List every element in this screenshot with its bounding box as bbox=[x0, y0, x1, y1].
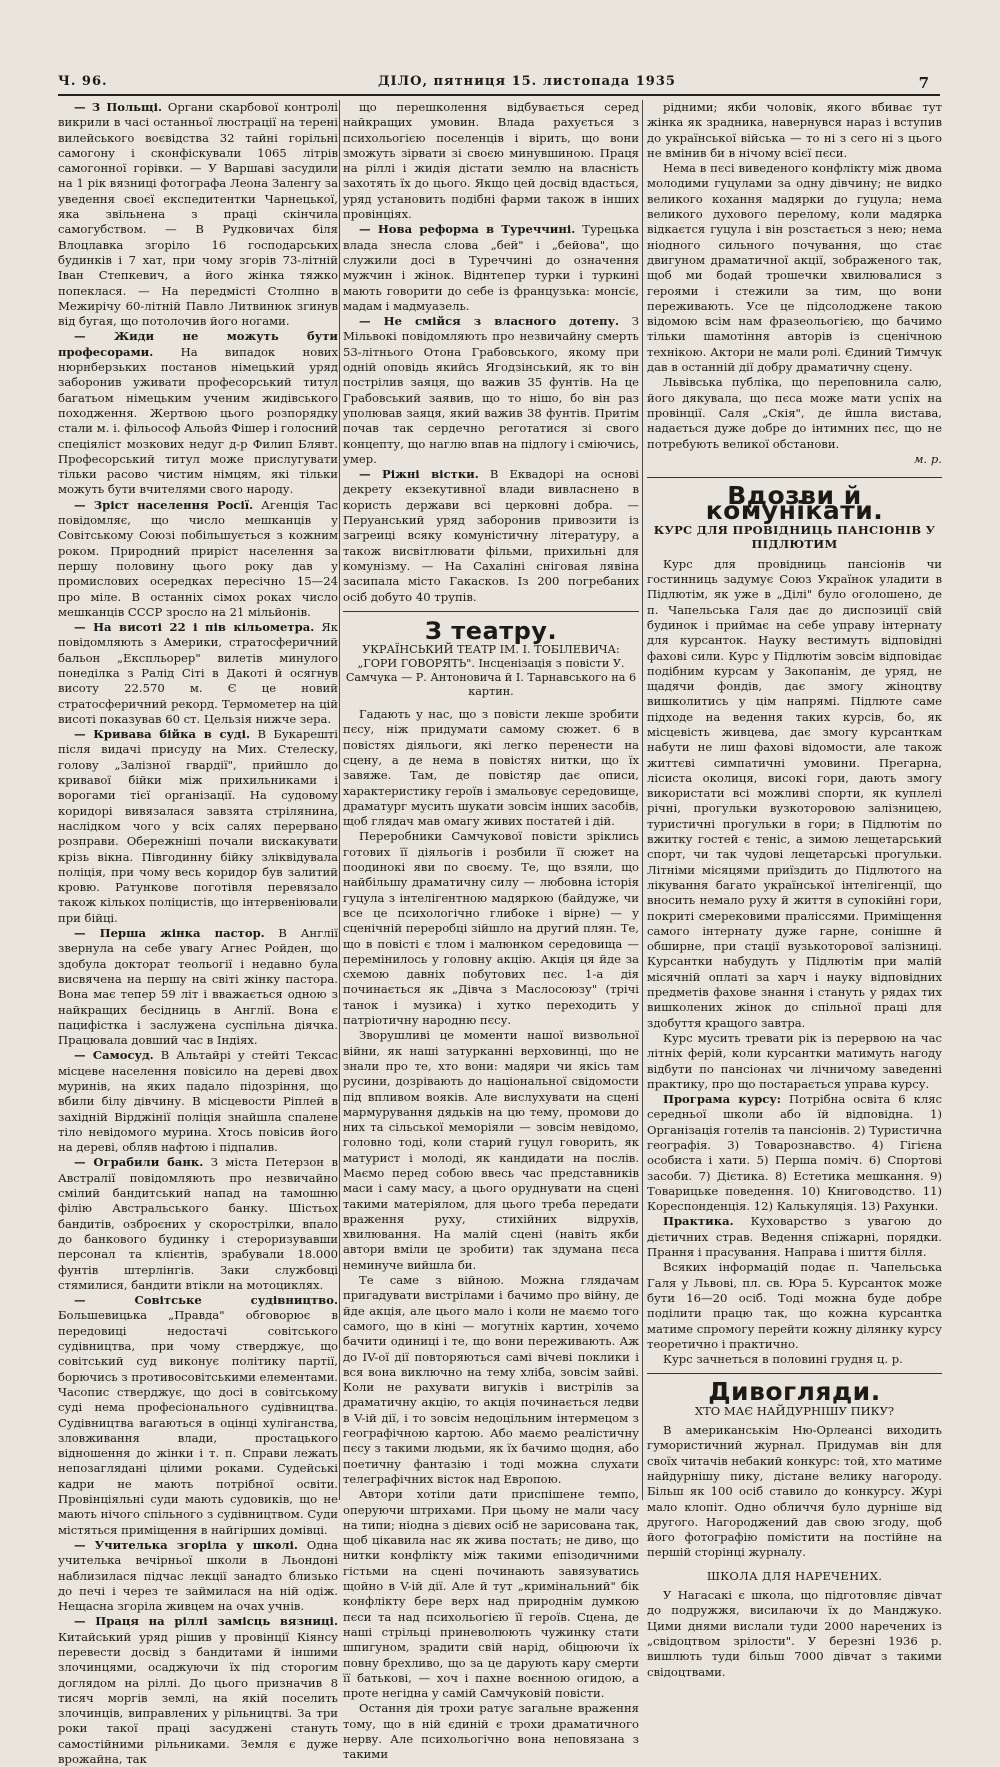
curiosity-heading: ШКОЛА ДЛЯ НАРЕЧЕНИХ. bbox=[706, 1568, 883, 1583]
column-divider bbox=[339, 100, 340, 1500]
section-title-curiosities: Дивогляди. bbox=[708, 1377, 881, 1407]
column-right bbox=[647, 100, 943, 1679]
notice-paragraph: Всяких інформацій подає п. Чапельська Галя у Львові, пл. св. Юра 5. Курсанток може бути 16—20 осіб. Тоді можна буде добре поділити працю так, що кожна курсантка матиме спромогу перейти кожну ділянку курсу теоретично і практично. bbox=[647, 1260, 942, 1351]
news-text: Як повідомляють з Америки, стратосферичний бальон „Експльорер" вилетів минулого понеділка з Ралід Сіті в Дакоті й осягнув висоту 22.570 м. Є це новий стратосферичний рекорд. Термометер на цій висоті показував 60 ст. Цельзія нижче зера. bbox=[58, 620, 338, 726]
review-paragraph: Переробники Самчукової повісти зріклись готових її діяльогів і розбили її сюжет на поодинокі яви по своєму. Те, що взяли, що найбільшу драматичну силу — любовна історія гуцула з інтелігентною мадяркою (байдуже, чи все це психологічно глибоке і вірне) — у сценічній переробці зійшло на другий плян. Те, що в повісті є тлом і малюнком середовища — перемінилось у головну акцію. Акція ця йде за схемою давніх побутових пєс. 1-а дія починається як „Дівча з Маслосоюзу" (трічі танок і музика) і хутко переходить у патріотичну народню пєсу. bbox=[343, 829, 639, 1028]
running-head bbox=[58, 74, 930, 94]
news-text: Китайський уряд рішив у провінції Кіянсу перевести досвід з бандитами й іншими злочинцями, осаджуючи їх під сторогим доглядом на ріллі. До цього призначив 8 тисяч моргів землі, на якій поселить злочинців, виправлених у рільництві. За три роки такої праці засуджені стануть самостійними рільниками. Земля є дуже врожайна, так bbox=[58, 1629, 338, 1767]
review-paragraph: Гадають у нас, що з повісти лекше зробити пєсу, ніж придумати самому сюжет. 6 в повістях діяльоги, які легко перенести на сцену, а де нема в повістях нитки, що їх завяже. Там, де повістяр дає описи, характеристику героїв і змальовує середовище, драматург мусить шукати зовсім інших засобів, щоб глядач мав омагу живих постатей і дій. bbox=[343, 707, 639, 829]
news-item bbox=[343, 100, 639, 222]
issue-number: Ч. 96. bbox=[58, 74, 108, 89]
news-item bbox=[58, 727, 338, 926]
news-item bbox=[58, 1538, 338, 1614]
column-news-left bbox=[58, 100, 339, 1767]
notice-practice bbox=[647, 1214, 942, 1260]
theatre-review-heading: УКРАЇНСЬКИЙ ТЕАТР ІМ. І. ТОБІЛЕВИЧА: „ГОРИ ГОВОРЯТЬ". Інсценізація з повісти У. Самчука — Р. Антоновича й І. Тарнавського на 6 картин. bbox=[345, 643, 637, 699]
news-item bbox=[58, 1614, 338, 1767]
news-lead: — На висоті 22 і пів кільометра. bbox=[74, 620, 315, 635]
news-lead: — Ограбили банк. bbox=[74, 1155, 204, 1170]
news-lead: — Зріст населення Росії. bbox=[74, 497, 254, 512]
news-text: Большевицька „Правда" обговорює в передовиці недостачі совітського судівництва, при чому стверджує, що совітський суд виконує політику партії, борючись з противосовітськими елементами. Часопис стверджує, що досі в совітському суді нема професіонального судівництва. Судівництва вагаються в оцінці хуліганства, зловживання влади, простацького відношення до жінки і т. п. Справи лежать непозаглядані цілими роками. Судейські кадри не мають потрібної освіти. Провінціяльні суди мають судовиків, що не мають нічого спільного з судівництвом. Суди містяться приміщення в найгірших домівці. bbox=[58, 1308, 338, 1537]
program-text: Потрібна освіта 6 кляс середньої школи або їй відповідна. 1) Організація готелів та пансіонів. 2) Туристична географія. 3) Товарознавство. 4) Гігієна особиста і хати. 5) Перша поміч. 6) Спортові засоби. 7) Дієтика. 8) Естетика мешкання. 9) Товарицьке поведення. 10) Книговодство. 11) Кореспонденція. 12) Калькуляція. 13) Рахунки. bbox=[647, 1092, 943, 1214]
section-rule bbox=[343, 611, 639, 612]
notice-paragraph: Курс для провідниць пансіонів чи гостинниць задумує Союз Українок уладити в Підлютім, як уже в „Ділі" було оголошено, де п. Чапельська Галя дає до диспозиції свій будинок і приймає на себе управу інтернату для курсанток. Науку вестимуть відповідні фахові сили. Курс у Підлютім зовсім відповідає подібним курсам у Закопанім, де уряд, не щадячи фондів, дає змогу жіноцтву вишколитись у цім напрямі. Підлюте саме підходе на ведення таких курсів, бо, як місцевість живцева, дає змогу курсанткам набути не лиш фахові відомости, але також життєві симпатичні умовини. Прегарна, лісиста околиця, високі гори, дають змогу використати всі можливі спорти, як куплелі річні, прогульки вузкоторовою залізницею, туристичні прогульки в гори; в Підлютім по вжитку гостей є теніс, а зимою лещетарський спорт, чи так чудові лещетарські прогульки. Літніми місяцями приїздить до Підлютого на лікування багато української інтелігенції, що вносить немало руху й життя в супокійні гори, покриті смерековими праліссями. Приміщення самого інтернату дуже гарне, сонішне й обширне, при стації вузькоторової залізниці. Курсантки набудуть у Підлютім при малій місячній оплаті за харч і науку відповідних предметів фахове знання і стануть у рядах тих вишколених жінок до спільної праці для здобуття кращого завтра. bbox=[647, 556, 942, 1030]
news-lead: — Жиди не можуть бути професорами. bbox=[58, 329, 338, 359]
news-text: В Еквадорі на основі декрету екзекутивної влади вивласнено в користь держави всі церковні добра. — Перуанський уряд заборонив привозити із загреиці всяку комуністичну літературу, а також висвітлювати фільми, прихильні для комунізму. — На Сахаліні сніговая лявіна засипала місто Гакасков. Із 200 погребаних осіб добуто 40 трупів. bbox=[343, 467, 639, 604]
review-paragraph: Львівська публіка, що переповнила салю, його дякувала, що пєса може мати успіх на провінції. Саля „Скія", де йшла вистава, надається дуже добре до інтимних пєс, що не потребують великої обстанови. bbox=[647, 375, 942, 451]
practice-text: Куховарство з увагою до дієтичних страв. Ведення спіжарні, порядки. Прання і прасування. Направа і шиття білля. bbox=[647, 1214, 942, 1260]
section-rule bbox=[647, 1373, 942, 1374]
review-signature: м. р. bbox=[913, 451, 942, 466]
review-paragraph: Зворушливі це моменти нашої визвольної війни, як наші затурканні верховинці, що не знали про те, хто вони: мадяри чи якісь там русини, дозрівають до національної свідомости під впливом вояків. Але вислухувати на сцені мармурування дядьків на цю тему, промови до них та сільської меморіяли — зовсім невідомо, головно тоді, коли старий гуцул говорить, як матурист і молоді, як кандидати на послів. Маємо перед собою ввесь час представників маси і саму масу, а цього оруднувати на сцені такими матеріялом, для цього треба передати враження руху, стихійних відрухів, хвилювання. На малій сцені (навіть якби автори вміли це зробити) так здумана пєса неминуче вийшла би. bbox=[343, 1028, 639, 1272]
news-text: З Мільвокі повідомляють про незвичайну смерть 53-літнього Отона Грабовського, якому при одній оповідь якийсь Ягодзінський, як то він пострілив заяця, що важив 35 фунтів. На це Грабовський заявив, що то нішо, бо він раз уполював заяця, який важив 38 фунтів. Притім почав так сердечно реготатися зі свого концепту, що наглю впав на підлогу і сміючись, умер. bbox=[343, 314, 639, 466]
news-text: Агенція Тас повідомляє, що число мешканців у Совітському Союзі побільшується з кожним роком. Природний приріст населення за першу половину цього року дав у промислових осередках пересічно 15—24 про міле. В останніх сімох роках число мешканців СССР зросло на 21 мільйонів. bbox=[58, 497, 338, 619]
news-text: що перешколення відбувається серед найкращих умовин. Влада рахується з психольогією поселенців і вірить, що вони зможуть зірвати зі своєю минувшиною. Праця на ріллі і жидія дістати землю на власність захотять їх до цього. Якщо цей досвід вдасться, уряд установить подібні фарми також в інших провінціях. bbox=[343, 100, 639, 222]
news-lead: — Учителька згоріла у школі. bbox=[74, 1537, 298, 1552]
news-lead: — Перша жінка пастор. bbox=[74, 926, 265, 941]
section-rule bbox=[647, 477, 942, 478]
header-rule bbox=[58, 94, 940, 96]
news-text: Органи скарбової контролі викрили в часі останньої люстрації на терені вилейського воєвідства 32 тайні горільні самогону і сконфіскували 1065 літрів самогонної горівки. — У Варшаві засудили на 1 рік вязниці фотографа Леона Заленгу за уведення своєї експедитентки Чарнецької, яка звільнена з праці скінчила самогубством. — В Рудковичах біля Влоцлавка згоріло 16 господарських будинків і 7 хат, при чому згорів 73-літній Іван Степкевич, а його жінка тяжко попеклася. — На передмісті Столпно в Межирічу 60-літній Павло Литвинюк згинув від бугая, що потолочив його ногами. bbox=[58, 100, 339, 329]
news-item bbox=[343, 222, 639, 314]
news-text: В Альтайрі у стейті Тексас місцеве населення повісило на дереві двох муринів, на яких падало підозріння, що вбили білу дівчину. В місцевости Ріплей в західній Вірджінії поліція знайшла спалене тіло невідомого мурина. Хтось повісив його на дереві, обляв нафтою і підпалив. bbox=[58, 1048, 339, 1155]
news-lead: — Праця на ріллі замісць вязниці. bbox=[74, 1614, 338, 1629]
news-item bbox=[58, 1293, 338, 1538]
column-divider bbox=[642, 100, 643, 1500]
page-number: 7 bbox=[918, 74, 930, 92]
news-lead: — Нова реформа в Туреччині. bbox=[359, 222, 576, 237]
news-item bbox=[58, 926, 338, 1048]
news-text: Турецька влада знесла слова „бей" і „бейова", що служили досі в Туреччині до означення мужчин і жінок. Віднтепер турки і туркині мають говорити до себе із французька: монсіє, мадам і мадмуазель. bbox=[343, 222, 639, 313]
notice-subtitle: КУРС ДЛЯ ПРОВІДНИЦЬ ПАНСІОНІВ У ПІДЛЮТИМ bbox=[653, 522, 936, 551]
section-title-theatre: З театру. bbox=[424, 616, 558, 645]
news-lead: — Совітське судівництво. bbox=[74, 1293, 338, 1308]
curiosity-paragraph: У Нагасакі є школа, що підготовляє дівчат до подружжя, висилаючи їх до Манджуко. Цими днями вислали туди 2000 наречених із „свідоцтвом зрілости". У березні 1936 р. вишлють туди більш 7000 дівчат з такими свідоцтвами. bbox=[647, 1588, 942, 1679]
review-paragraph: Нема в пєсі виведеного конфлікту між двома молодими гуцулами за одну дівчину; не видко великого кохання мадярки до гуцула; нема великого духового перелому, коли мадярка відкаєтся гуцула і він розстається з нею; нема ніодного сильного почування, що стає двигуном драматичної акції, зображеного так, щоб ми бодай трошечки хвилювалися з героями і стежили за тим, що вони переживають. Усе це підсолоджене такою відомою всім нам фразеольогією, що бачимо тільки шамотіння авторів із сценічною технікою. Актори не мали ролі. Єдиний Тимчук дав в останній дії добру драматичну сцену. bbox=[647, 161, 942, 375]
news-item bbox=[343, 467, 639, 605]
program-lead: Програма курсу: bbox=[663, 1092, 782, 1107]
practice-lead: Практика. bbox=[663, 1214, 734, 1229]
news-item bbox=[58, 498, 338, 620]
masthead-date: ДІЛО, пятниця 15. листопада 1935 bbox=[378, 74, 676, 89]
news-text: Одна учителька вечірньої школи в Льондоні наблизилася підчас лекції занадто близько до печі і через те займилася на ній одіж. Нещасна згоріла живцем на очах учнів. bbox=[58, 1537, 339, 1614]
news-lead: — Кривава бійка в суді. bbox=[74, 727, 251, 742]
review-paragraph: Те саме з війною. Можна глядачам пригадувати вистрілами і бачимо про війну, де йде акція, але цього мало і коли не маємо того самого, що в кіні — могутніх картин, хочемо бачити одиниці і те, що вони переживають. Аж до IV-ої дії повторяються самі вічеві поклики і вся вона виключно на тему хліба, зовсім зайві. Коли не рахувати вигуків і вистрілів за драматичну акцію, то акція починається ледви в V-ій дії, і то зовсім недоцільним інтермецом з географічною картою. Або маємо реалістичну пєсу з такими людьми, як їх бачимо щодня, або поетичну фантазію і тоді можна слухати телеграфічних вісток над Европою. bbox=[343, 1273, 639, 1486]
column-middle bbox=[343, 100, 639, 1762]
review-paragraph: Автори хотіли дати приспішене темпо, оперуючи штрихами. При цьому не мали часу на типи; ніодна з дієвих осіб не зарисована так, щоб цікавила нас як жива постать; не диво, що нитки конфлікту між такими епізодичними гістьми на сцені починають завязуватись щойно в V-ій дії. Але й тут „кримінальний" бік конфлікту бере верх над природнім думкою пєси та над психольогією її героїв. Сцена, де наші стрільці приневолюють чужинку стати шпигуном, зрадити свій нарід, обіцюючи їх повну брехливо, що за це дарують кару смерти її батькові, — хоч і пахне воєнною огидою, а проте негідна у самій Самчуковій повісти. bbox=[343, 1487, 639, 1701]
curiosity-paragraph: В американськім Ню-Орлеансі виходить гумористичний журнал. Придумав він для своїх читачів небакий конкурс: той, хто матиме найдурнішу пику, дістане велику нагороду. Більш як 100 осіб ставило до конкурсу. Журі мало клопіт. Одно обличчя було дурніше від другого. Нагороджений дав свою згоду, щоб його фотографію помістити на постійне на першій сторінці журналу. bbox=[647, 1423, 942, 1560]
review-paragraph: Остання дія трохи ратує загальне враження тому, що в ній єдиній є трохи драматичного нерву. Але психольогічно вона неповязана з такими bbox=[343, 1701, 639, 1762]
news-item bbox=[58, 620, 338, 727]
news-text: На випадок нових нюрнберзьких постанов німецький уряд заборонив уживати професорський титул багатьом німецьким ученим жидівського походження. Жертвою цього розпорядку стали м. і. фільософ Альойз Фішер і голосний спеціяліст мозкових недуг д-р Филип Блявт. Професорський титул може прислугувати тільки расово чистим німцям, які тільки можуть бути вчителями свого народу. bbox=[58, 344, 338, 497]
news-text: В Букарешті після видачі присуду на Мих. Стелеску, голову „Залізної гвардії", прийшло до кривавої бійки між прихильниками і ворогами тієї організації. На судовому коридорі вивязалася завзята стрілянина, наслідком чого у всіх салях перервано розправи. Обережніші почали вискакувати крізь вікна. Півгодинну бійку зліквідувала поліція, при чому весь коридор був залитий кровю. Ратункове поготівля перевязало також кількох поліцистів, що інтервеніювали при бійці. bbox=[58, 727, 339, 925]
news-item bbox=[58, 1048, 338, 1155]
news-text: В Англії звернула на себе увагу Агнес Ройден, що здобула докторат теольогії і недавно була висвячена на першу на світі жінку пастора. Вона має тепер 59 літ і вважається одною з найкращих бесідниць в Англії. Вона є пацифістка і заслужена суспільна діячка. Працювала довший час в Індіях. bbox=[58, 926, 338, 1048]
curiosity-heading: ХТО МАЄ НАЙДУРНІШУ ПИКУ? bbox=[694, 1403, 895, 1418]
news-item bbox=[58, 100, 338, 329]
news-lead: — З Польщі. bbox=[74, 100, 163, 114]
news-lead: — Самосуд. bbox=[74, 1048, 154, 1063]
notice-paragraph: Курс зачнеться в половині грудня ц. р. bbox=[663, 1352, 903, 1367]
news-lead: — Не смійся з власного дотепу. bbox=[359, 314, 620, 329]
news-lead: — Ріжні вістки. bbox=[359, 467, 479, 482]
section-title-notices: Вдозви й комунікати. bbox=[705, 481, 884, 526]
review-paragraph: рідними; якби чоловік, якого вбиває тут жінка як зрадника, навернувся нараз і вступив до української війська — то ні з сего ні з цього не вмінив би в нічому всієї пєси. bbox=[647, 100, 942, 160]
notice-program bbox=[647, 1092, 942, 1214]
news-item bbox=[58, 1155, 338, 1293]
news-text: З міста Петерзон в Австралії повідомляють про незвичайно смілий бандитський напад на тамошню філію Австральського банку. Шістьох бандитів, озброєних у скорострілки, впало до банкового будинку і стероризувавши персонал та клієнтів, зрабували 18.000 фунтів штерлінгів. Заки службовці стямилися, бандити втікли на мотоциклях. bbox=[58, 1155, 338, 1292]
news-item bbox=[58, 329, 338, 497]
news-item bbox=[343, 314, 639, 467]
notice-paragraph: Курс мусить тревати рік із перервою на час літніх ферій, коли курсантки матимуть нагоду відбути по пансіонах чи лічничому заведенні практику, про що постарається управа курсу. bbox=[647, 1030, 942, 1091]
